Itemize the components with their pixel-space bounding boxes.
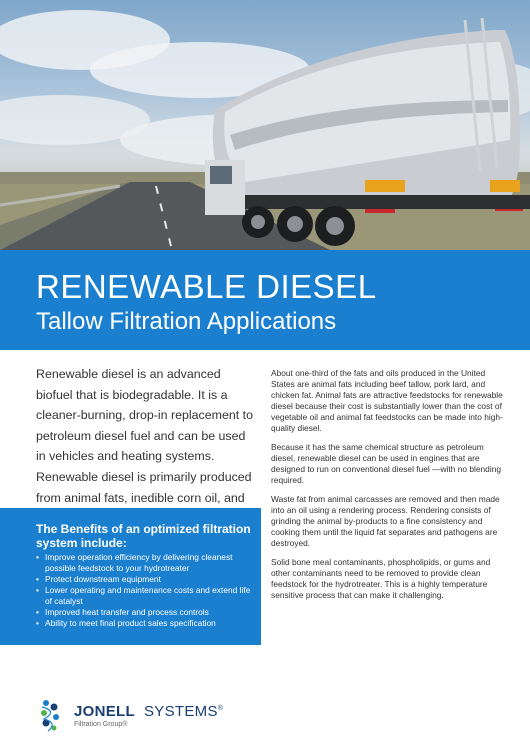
company-logo [36, 697, 236, 737]
body-paragraph: Because it has the same chemical structure as petroleum diesel, renewable diesel can be used in engines that are designed to run on conventional diesel fuel —with no blending required. [271, 442, 502, 485]
body-paragraph: Solid bone meal contaminants, phospholipids, or gums and other contaminants need to be removed to provide clean feedstock for the hydrotreater. This is a highly temperature sensitive process that can make it challenging. [271, 557, 491, 600]
page-title: RENEWABLE DIESEL [36, 268, 377, 305]
benefit-item: • Protect downstream equipment [36, 574, 254, 585]
logo-name-bold: JONELL [74, 703, 135, 720]
logo-subtitle: Filtration Group® [74, 721, 128, 728]
hero-image [0, 0, 530, 250]
benefits-heading: The Benefits of an optimized filtration system include: [36, 522, 251, 550]
jonell-swirl-logo-icon [36, 697, 66, 733]
body-paragraph: Waste fat from animal carcasses are removed and then made into an oil using a rendering process. Rendering consists of grinding the animal by-products to a fine consistency and cooking them until the liquid fat separates and pathogens are destroyed. [271, 494, 500, 548]
tanker-truck-illustration [0, 0, 530, 250]
page-subtitle: Tallow Filtration Applications [36, 308, 337, 335]
benefit-item: • Lower operating and maintenance costs and extend life of catalyst [36, 585, 254, 607]
right-column [271, 368, 503, 609]
benefit-item: • Improved heat transfer and process controls [36, 607, 254, 618]
body-paragraph: About one-third of the fats and oils produced in the United States are animal fats including beef tallow, pork lard, and chicken fat. Animal fats are attractive feedstocks for renewable diesel because their cost is substantially lower than the cost of vegetable oil and animal fat feedstocks can be made into high-quality diesel. [271, 368, 503, 433]
benefit-item: • Improve operation efficiency by delivering cleanest possible feedstock to your hydrotreater [36, 552, 254, 574]
intro-paragraph: Renewable diesel is an advanced biofuel that is biodegradable. It is a cleaner-burning, drop-in replacement to petroleum diesel fuel and can be used in vehicles and heating systems. Renewable diesel is primarily produced from animal fats, inedible corn oil, and [36, 367, 253, 505]
benefit-item: • Ability to meet final product sales specification [36, 618, 254, 629]
title-banner [0, 250, 530, 350]
benefits-list [36, 552, 254, 629]
benefits-box [0, 508, 261, 645]
logo-name-light: SYSTEMS® [144, 703, 224, 720]
